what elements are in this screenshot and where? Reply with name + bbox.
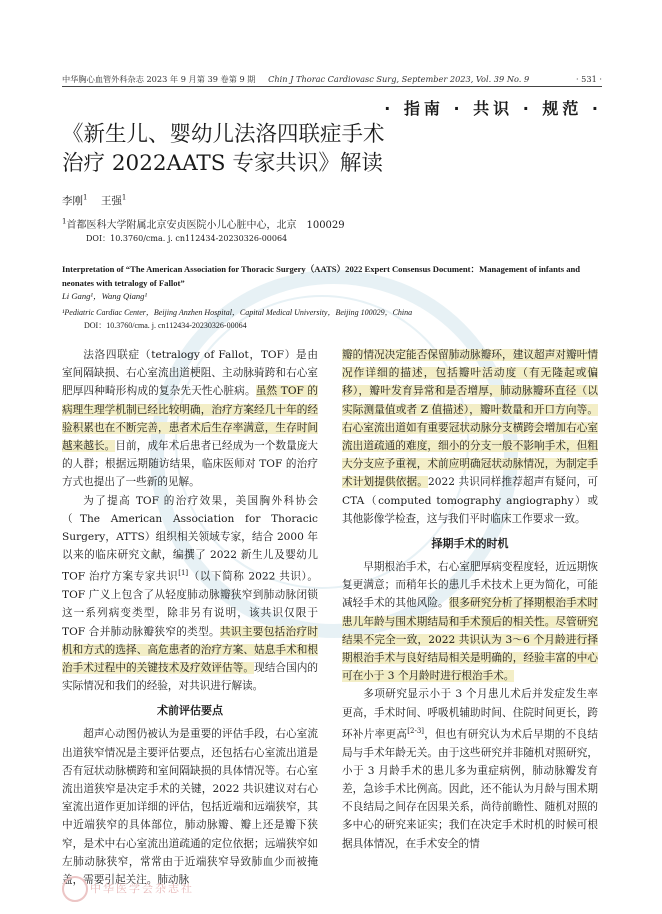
paragraph xyxy=(62,492,318,696)
page-number: · 531 · xyxy=(575,74,602,84)
paragraph xyxy=(62,725,318,889)
journal-name-cn: 中华胸心血管外科杂志 2023 年 9 月第 39 卷第 9 期 xyxy=(62,74,256,84)
header-rule xyxy=(62,86,602,87)
author-1-affil-mark: 1 xyxy=(83,193,88,202)
text-run: 多项研究显示小于 3 个月患儿术后并发症发生率更高，手术时间、呼吸机辅助时间、住院时间更长，跨环补片率更高 xyxy=(342,688,598,741)
right-column xyxy=(342,346,598,853)
highlighted-text: 共识主要包括治疗时机和方式的选择、高危患者的治疗方案、姑息手术和根治手术过程中的关键技术及疗效评估等。 xyxy=(62,625,319,674)
text-run: 目前，成年术后患者已经成为一个数量庞大的人群；根据远期随访结果，临床医师对 TOF 的治疗方式也提出了一些新的见解。 xyxy=(62,440,319,489)
text-run: 为了提高 TOF 的治疗效果，美国胸外科协会（The American Association for Thoracic Surgery，ATTS）组织相关领域专家，结合 2000 年以来的临床研究文献，编撰了 2022 新生儿及婴幼儿 TOF 治疗方案专家共识 xyxy=(62,494,318,583)
author-2: 王强 xyxy=(100,195,122,207)
affiliation-mark: 1 xyxy=(62,217,67,226)
text-run: ，但也有研究认为术后早期的不良结局与手术年龄无关。由于这些研究并非随机对照研究，小于 3 月龄手术的患儿多为重症病例，肺动脉瓣发育差，急诊手术比例高。因此，还不能认为月龄与围术期不良结局之间存在因果关系，尚待前瞻性、随机对照的多中心的研究来证实；我们在决定手术时机的时候可根据具体情况，在手术安全的情 xyxy=(342,728,599,850)
english-title: Interpretation of “The American Association for Thoracic Surgery（AATS）2022 Expert Consensus Document：Management of infants and neonates with tetralogy of Fallot” xyxy=(62,264,581,288)
author-2-affil-mark: 1 xyxy=(121,193,127,202)
affiliation-text: 首都医科大学附属北京安贞医院小儿心脏中心，北京 100029 xyxy=(66,220,345,231)
text-run: 2022 共识同样推荐超声有疑问，可 CTA（computed tomography angiography）或其他影像学检查，这与我们平时临床工作要求一致。 xyxy=(342,476,599,525)
paragraph xyxy=(342,558,598,685)
affiliation xyxy=(62,216,345,231)
running-head xyxy=(62,74,602,85)
english-affiliation: ¹Pediatric Cardiac Center，Beijing Anzhen Hospital，Capital Medical University，Beijing 100029，China xyxy=(62,308,413,317)
publisher-logo: 中华医学会杂志社 xyxy=(90,882,194,895)
publisher-seal-icon xyxy=(62,876,88,902)
paragraph xyxy=(62,346,318,492)
author-1: 李刚 xyxy=(62,195,83,207)
section-heading: 择期手术的时机 xyxy=(431,537,509,551)
journal-name-en: Chin J Thorac Cardiovasc Surg, September 2023, Vol. 39 No. 9 xyxy=(268,74,530,84)
left-column xyxy=(62,346,318,889)
text-run: 现结合国内的实际情况和我们的经验，对共识进行解读。 xyxy=(62,661,319,693)
highlighted-text: 虽然 TOF 的病理生理学机制已经比较明确，治疗方案经几十年的经验积累也在不断完善，患者术后生存率满意，生存时间越来越长。 xyxy=(62,385,318,453)
author-list xyxy=(62,193,126,208)
highlighted-text: 很多研究分析了择期根治手术时患儿年龄与围术期结局和手术预后的相关性。尽管研究结果不完全一致，2022 共识认为 3～6 个月龄进行择期根治手术与良好结局相关是明确的，经验丰富的中心可在小于 3 个月龄时进行根治手术。 xyxy=(342,597,599,683)
text-run: 超声心动图仍被认为是重要的评估手段，右心室流出道狭窄情况是主要评估要点，还包括右心室流出道是否有冠状动脉横跨和室间隔缺损的具体情况等。右心室流出道狭窄是决定手术的关键，2022 共识建议对右心室流出道作更加详细的评估，包括近端和远端狭窄，其中近端狭窄的具体部位，肺动脉瓣、瓣上还是瓣下狭窄，是术中右心室流出道疏通的定位依据；远端狭窄如左肺动脉狭窄，常常由于近端狭窄导致肺血少而被掩盖，需要引起关注。肺动脉 xyxy=(62,728,318,887)
doi: DOI：10.3760/cma. j. cn112434-20230326-00064 xyxy=(86,234,288,243)
title-line-1: 《新生儿、婴幼儿法洛四联症手术 xyxy=(62,122,385,147)
english-header xyxy=(62,262,602,332)
paragraph xyxy=(342,685,598,852)
text-run: 早期根治手术，右心室肥厚病变程度轻，近远期恢复更满意；而稍年长的患儿手术技术上更为简化，可能减轻手术的其他风险。 xyxy=(342,561,598,610)
citation: [1] xyxy=(178,569,189,578)
section-label: · 指南 · 共识 · 规范 · xyxy=(384,99,602,118)
citation: [2-3] xyxy=(407,726,424,735)
english-doi: DOI：10.3760/cma. j. cn112434-20230326-00064 xyxy=(84,321,247,330)
highlighted-text: 右心室流出道如有重要冠状动脉分支横跨会增加右心室流出道疏通的难度，细小的分支一般不影响手术，但粗大分支应予重视，术前应明确冠状动脉情况，为制定手术计划提供依据。 xyxy=(342,421,598,489)
highlighted-text: 瓣的情况决定能否保留肺动脉瓣环，建议超声对瓣叶情况作详细的描述，包括瓣叶活动度（有无隆起或偏移），瓣叶发育异常和是否增厚，肺动脉瓣环直径（以实际测量值或者 Z 值描述），瓣叶数量和开口方向等。 xyxy=(342,349,598,416)
section-heading: 术前评估要点 xyxy=(157,704,223,718)
paragraph xyxy=(342,346,598,528)
title-line-2: 治疗 2022AATS 专家共识》解读 xyxy=(62,151,383,176)
article-title xyxy=(62,120,462,178)
text-run: （以下简称 2022 共识）。TOF 广义上包含了从轻度肺动脉瓣狭窄到肺动脉闭锁这一系列病变类型，除非另有说明，该共识仅限于 TOF 合并肺动脉瓣狭窄的类型。 xyxy=(62,570,318,638)
text-run: 法洛四联症（tetralogy of Fallot，TOF）是由室间隔缺损、右心室流出道梗阻、主动脉骑跨和右心室肥厚四种畸形构成的复杂先天性心脏病。 xyxy=(62,349,318,398)
english-authors: Li Gang¹，Wang Qiang¹ xyxy=(62,291,148,301)
